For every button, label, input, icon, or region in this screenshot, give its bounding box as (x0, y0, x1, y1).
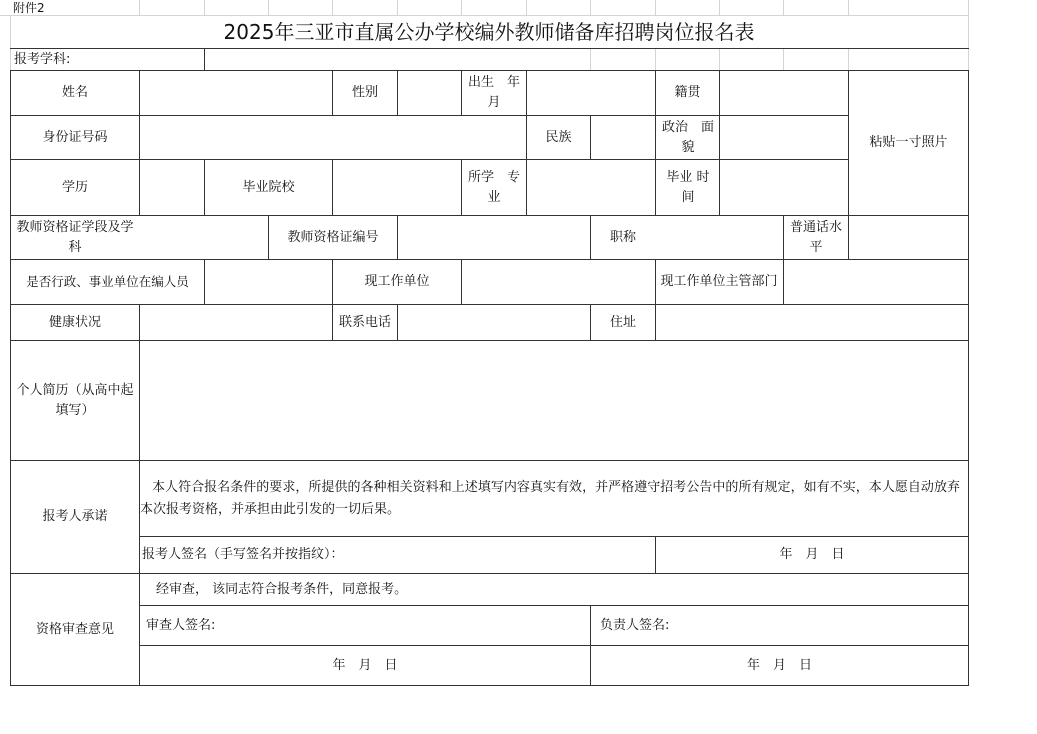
reviewer-signature-label: 审查人签名: (146, 617, 216, 633)
review-text: 经审查， 该同志符合报考条件，同意报考。 (156, 581, 408, 597)
address-label: 住址 (609, 314, 636, 330)
major-label: 所学 专业 (467, 169, 520, 205)
graduation-time-label: 毕业 时间 (666, 169, 710, 205)
commitment-text: 本人符合报名条件的要求，所提供的各种相关资料和上述填写内容真实有效，并严格遵守招考公告中的所有规定，如有不实，本人愿自动放弃本次报考资格，并承担由此引发的一切后果。 (140, 480, 960, 517)
native-place-label: 籍贯 (674, 85, 701, 100)
political-status-label: 政治 面貌 (661, 119, 714, 155)
resume-label: 个人简历（从高中起填写） (16, 382, 134, 418)
birth-date-label: 出生 年月 (467, 75, 520, 110)
current-employer-label: 现工作单位 (364, 274, 430, 289)
ethnicity-field[interactable] (591, 116, 655, 159)
table-rule (655, 259, 656, 304)
photo-placeholder[interactable]: 粘贴一寸照片 (869, 135, 948, 150)
teacher-cert-level-label: 教师资格证学段及学科 (16, 219, 134, 255)
attachment-label: 附件2 (13, 0, 45, 15)
review-label: 资格审查意见 (35, 621, 114, 637)
ethnicity-label: 民族 (545, 129, 572, 145)
title-rank-label: 职称 (609, 229, 636, 245)
grid-line (332, 0, 333, 15)
political-status-field[interactable] (720, 116, 848, 159)
table-rule (968, 70, 969, 686)
native-place-field[interactable] (720, 71, 848, 115)
current-employer-field[interactable] (462, 260, 655, 304)
phone-label: 联系电话 (338, 314, 391, 330)
reviewer-sign-date: 年 月 日 (332, 657, 398, 673)
id-number-label: 身份证号码 (42, 129, 108, 145)
grid-line (848, 48, 849, 70)
grid-line (461, 0, 462, 15)
health-field[interactable] (140, 305, 332, 340)
mandarin-level-label: 普通话水平 (789, 219, 842, 255)
grid-line (204, 0, 205, 15)
grid-line (526, 0, 527, 15)
title-rank-field[interactable] (656, 216, 783, 259)
table-rule (10, 685, 969, 686)
name-label: 姓名 (61, 85, 88, 100)
health-label: 健康状况 (48, 314, 101, 330)
table-rule (10, 460, 969, 461)
grid-line (397, 0, 398, 15)
table-rule (461, 159, 462, 215)
phone-field[interactable] (398, 305, 590, 340)
id-number-field[interactable] (140, 116, 526, 159)
grid-line (968, 48, 969, 70)
employer-authority-field[interactable] (784, 260, 968, 304)
commitment-label: 报考人承诺 (42, 509, 108, 524)
table-rule (461, 70, 462, 115)
grid-line (848, 0, 849, 15)
subject-label: 报考学科: (14, 51, 71, 67)
grid-line (139, 0, 140, 15)
in-establishment-label: 是否行政、事业单位在编人员 (26, 274, 189, 289)
mandarin-level-field[interactable] (849, 216, 968, 259)
employer-authority-label: 现工作单位主管部门 (660, 274, 778, 289)
education-label: 学历 (61, 179, 88, 195)
address-field[interactable] (656, 305, 968, 340)
education-field[interactable] (140, 160, 204, 215)
grid-line (783, 48, 784, 70)
applicant-signature-label: 报考人签名（手写签名并按指纹）： (142, 547, 344, 562)
graduate-school-field[interactable] (333, 160, 461, 215)
graduation-time-field[interactable] (720, 160, 848, 215)
grid-line (655, 0, 656, 15)
gender-field[interactable] (398, 71, 461, 115)
teacher-cert-number-field[interactable] (398, 216, 590, 259)
graduate-school-label: 毕业院校 (242, 179, 295, 195)
resume-field[interactable] (140, 341, 968, 460)
name-field[interactable] (140, 71, 332, 115)
grid-line (719, 48, 720, 70)
grid-line (590, 0, 591, 15)
grid-line (968, 0, 969, 48)
grid-line (655, 48, 656, 70)
major-field[interactable] (527, 160, 655, 215)
teacher-cert-level-field[interactable] (140, 216, 268, 259)
leader-sign-date: 年 月 日 (746, 657, 812, 673)
birth-date-field[interactable] (527, 71, 655, 115)
grid-line (268, 0, 269, 15)
teacher-cert-number-label: 教师资格证编号 (287, 229, 379, 245)
applicant-sign-date: 年 月 日 (779, 547, 845, 562)
gender-label: 性别 (351, 85, 378, 100)
form-title: 2025年三亚市直属公办学校编外教师储备库招聘岗位报名表 (223, 20, 755, 44)
grid-line (590, 48, 591, 70)
in-establishment-field[interactable] (205, 260, 332, 304)
table-rule (783, 215, 784, 259)
grid-line (783, 0, 784, 15)
subject-field[interactable] (205, 49, 590, 70)
leader-signature-label: 负责人签名: (600, 617, 670, 633)
grid-line (719, 0, 720, 15)
